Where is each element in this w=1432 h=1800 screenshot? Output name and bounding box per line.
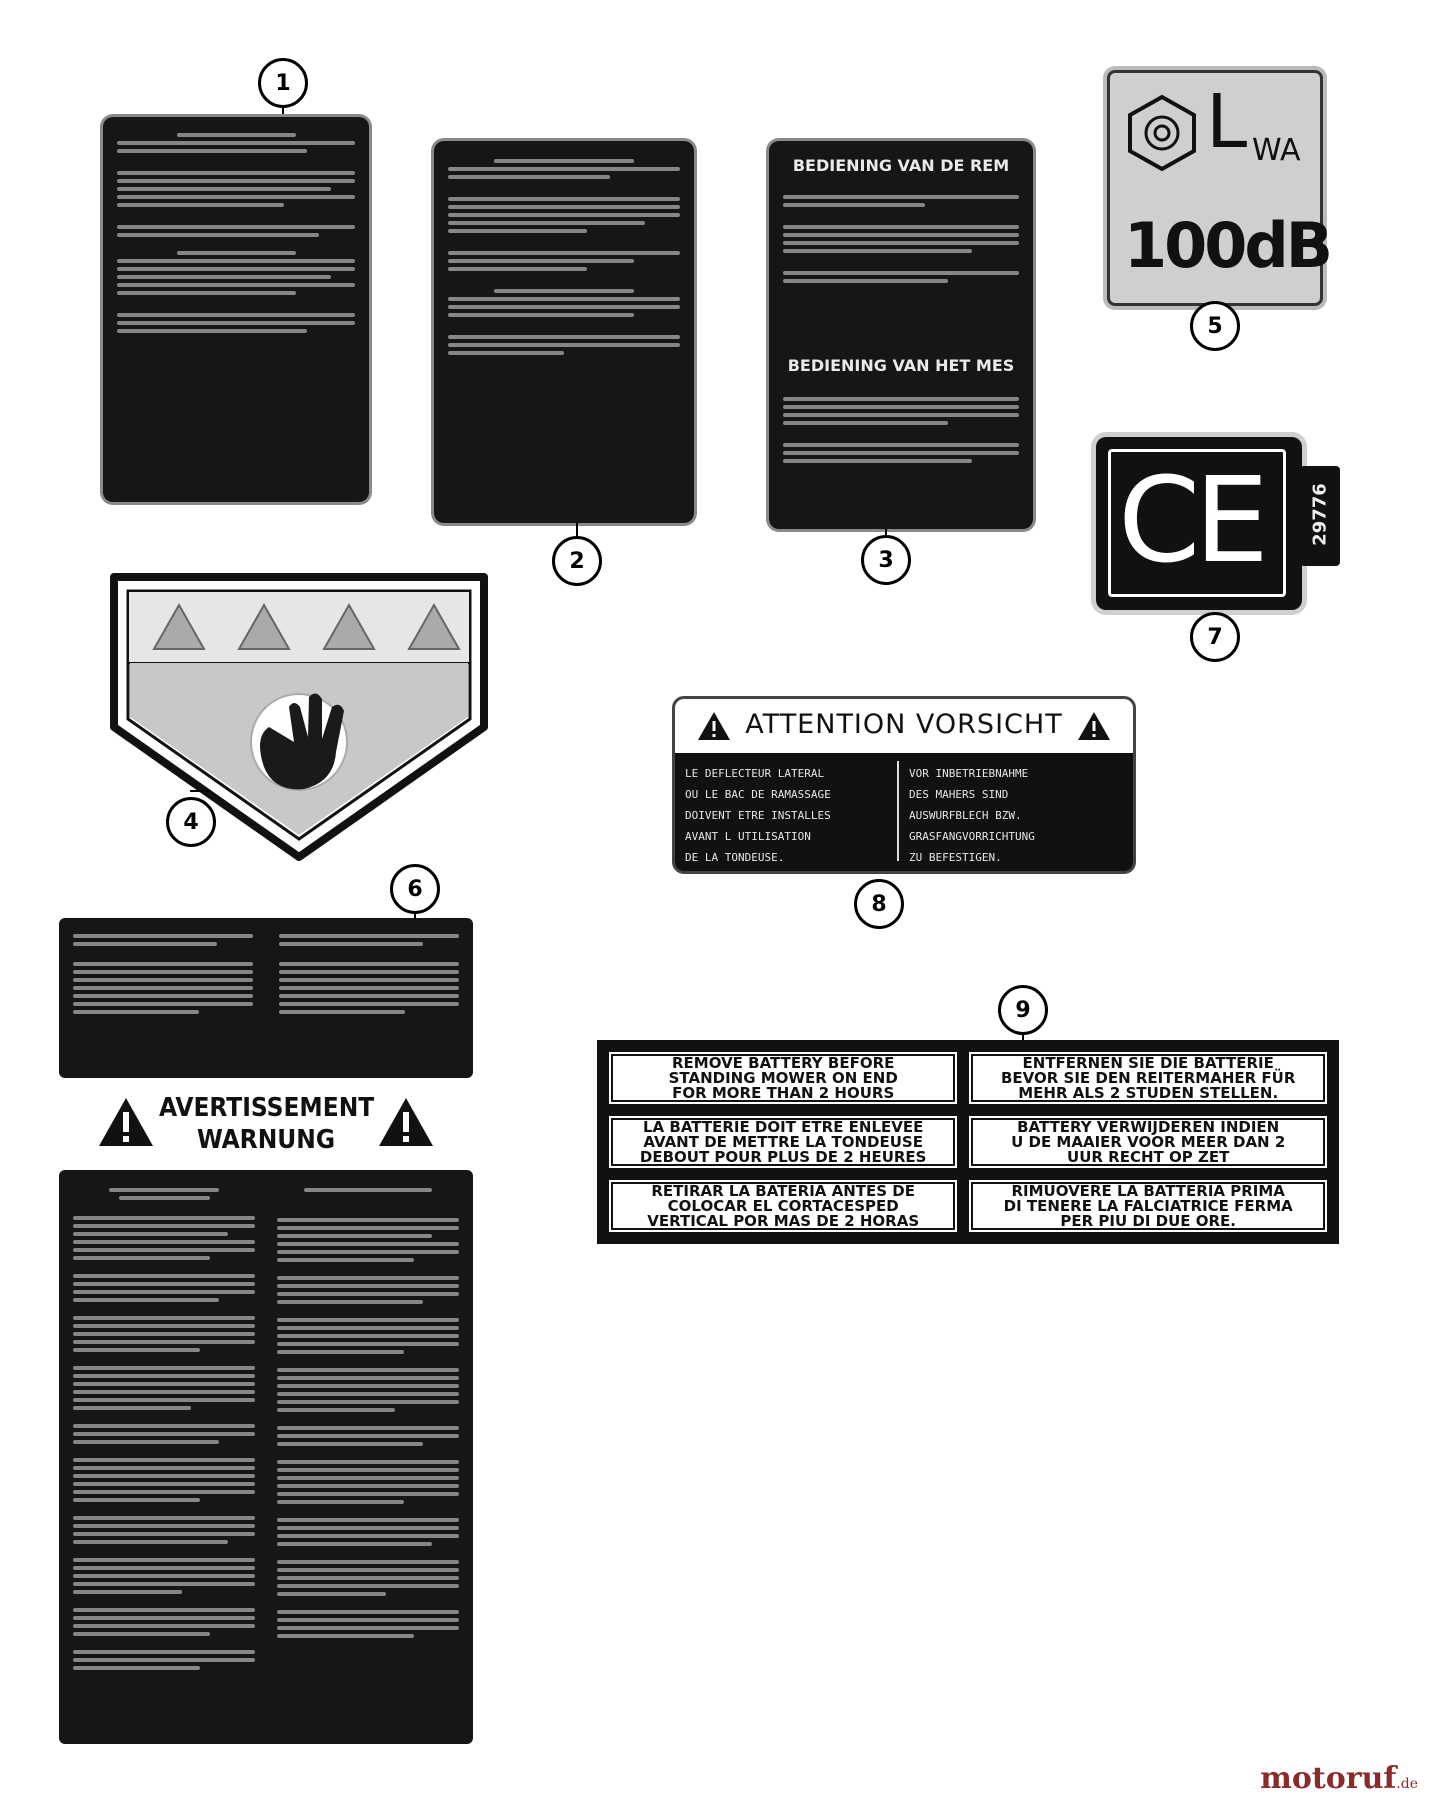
decal-8-left-line: OU LE BAC DE RAMASSAGE: [685, 788, 831, 801]
warning-triangle-left-icon: [697, 711, 731, 741]
decal-3-heading-blade: BEDIENING VAN HET MES: [787, 356, 1015, 375]
sound-symbol-l: L: [1206, 79, 1248, 165]
decal-8-right-line: DES MAHERS SIND: [909, 788, 1009, 801]
decal-9-battery-warning: [597, 1040, 1339, 1244]
warning-triangle-left-icon: [97, 1096, 155, 1148]
battery-cell-it: RIMUOVERE LA BATTERIA PRIMA DI TENERE LA FALCIATRICE FERMA PER PIU DI DUE ORE.: [969, 1180, 1327, 1232]
decal-3-heading-brake: BEDIENING VAN DE REM: [792, 156, 1010, 175]
decal-8-right-line: VOR INBETRIEBNAHME: [909, 767, 1029, 780]
ce-number-text: 29776: [1309, 483, 1331, 546]
callout-9: 9: [998, 985, 1048, 1035]
leader-2: [576, 523, 578, 537]
callout-2: 2: [552, 536, 602, 586]
decal-8-header-bar: [675, 699, 1133, 756]
decal-1-brake-blade-de: [103, 117, 369, 502]
warning-triangle-right-icon: [1077, 711, 1111, 741]
decal-2-brake-blade-fr: [434, 141, 694, 523]
ear-protection-icon: [1122, 93, 1202, 173]
ce-mark-text: CE: [1118, 451, 1263, 589]
decal-8-header-text: ATTENTION VORSICHT: [745, 709, 1063, 740]
decal-3-brake-blade-nl: [769, 141, 1033, 529]
decal-4-hand-warning: [104, 567, 494, 869]
decal-6-warning-title-band: [59, 1082, 473, 1166]
decal-6-warning-upper: [59, 918, 473, 1078]
decal-8-left-text: [685, 763, 893, 868]
battery-cell-fr: LA BATTERIE DOIT ETRE ENLEVEE AVANT DE METTRE LA TONDEUSE DEBOUT POUR PLUS DE 2 HEURES: [609, 1116, 957, 1168]
warning-title-de: WARNUNG: [196, 1125, 336, 1155]
brand-name: motoruf: [1260, 1761, 1397, 1796]
leader-1: [282, 108, 284, 116]
decal-8-right-text: [909, 763, 1129, 868]
decal-8-right-line: ZU BEFESTIGEN.: [909, 851, 1002, 864]
brand-tld: .de: [1396, 1776, 1418, 1792]
callout-7: 7: [1190, 612, 1240, 662]
decal-8-right-line: GRASFANGVORRICHTUNG: [909, 830, 1035, 843]
callout-1: 1: [258, 58, 308, 108]
battery-cell-en: REMOVE BATTERY BEFORE STANDING MOWER ON END FOR MORE THAN 2 HOURS: [609, 1052, 957, 1104]
battery-cell-de: ENTFERNEN SIE DIE BATTERIE BEVOR SIE DEN REITERMAHER FÜR MEHR ALS 2 STUDEN STELLEN.: [969, 1052, 1327, 1104]
decal-5-sound-power: [1107, 70, 1331, 306]
callout-4: 4: [166, 797, 216, 847]
decal-8-left-line: DOIVENT ETRE INSTALLES: [685, 809, 831, 822]
warning-triangle-right-icon: [377, 1096, 435, 1148]
callout-6: 6: [390, 864, 440, 914]
warning-title-fr: AVERTISSEMENT: [159, 1093, 375, 1123]
brand-watermark: [1260, 1761, 1418, 1796]
sound-symbol-subscript: WA: [1252, 133, 1301, 168]
decal-7-ce-mark: [1096, 437, 1302, 610]
callout-5: 5: [1190, 301, 1240, 351]
decal-6-warning-lower: [59, 1170, 473, 1744]
battery-cell-es: RETIRAR LA BATERIA ANTES DE COLOCAR EL CORTACESPED VERTICAL POR MAS DE 2 HORAS: [609, 1180, 957, 1232]
decal-8-attention-vorsicht: [672, 696, 1136, 874]
ce-number-tab: [1300, 466, 1340, 566]
battery-cell-nl: BATTERY VERWIJDEREN INDIEN U DE MAAIER VOOR MEER DAN 2 UUR RECHT OP ZET: [969, 1116, 1327, 1168]
leader-4: [190, 790, 210, 792]
decal-8-left-line: LE DEFLECTEUR LATERAL: [685, 767, 825, 780]
decal-8-left-line: DE LA TONDEUSE.: [685, 851, 785, 864]
decal-8-left-line: AVANT L UTILISATION: [685, 830, 811, 843]
decal-8-right-line: AUSWURFBLECH BZW.: [909, 809, 1022, 822]
callout-3: 3: [861, 535, 911, 585]
callout-8: 8: [854, 879, 904, 929]
sound-level-value: 100dB: [1124, 209, 1331, 282]
